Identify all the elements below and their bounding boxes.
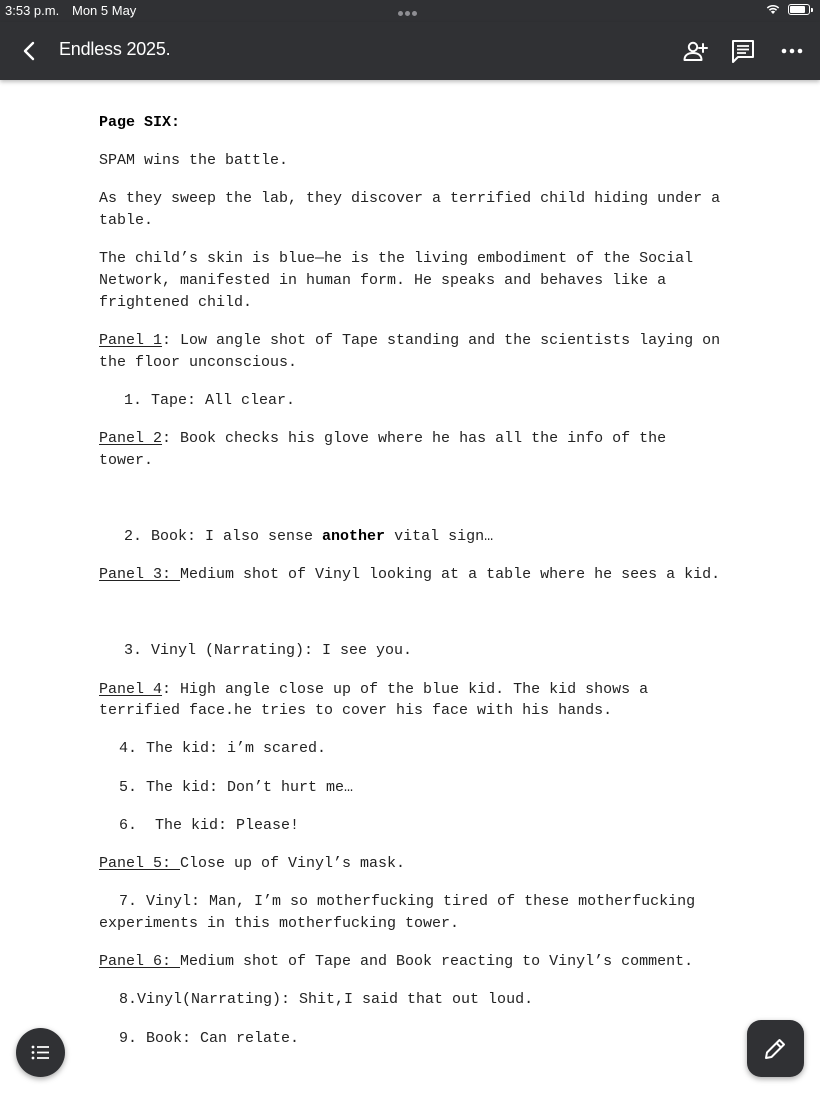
document-outline-button[interactable] — [16, 1028, 65, 1077]
status-time: 3:53 p.m. — [5, 3, 60, 18]
dialogue-text: 7. Vinyl: Man, I’m so motherfucking tired of these motherfucking experiments in this motherfucking tower. — [99, 893, 705, 932]
panel-description — [99, 330, 729, 373]
dialogue-line: 9. Book: Can relate. — [119, 1029, 300, 1047]
comment-icon[interactable] — [729, 37, 757, 65]
app-bar — [0, 22, 820, 80]
paragraph: SPAM wins the battle. — [99, 152, 289, 170]
panel-label: Panel 1 — [99, 331, 163, 349]
panel-text: : High angle close up of the blue kid. The kid shows a terrified face.he tries to cover his face with his hands. — [99, 680, 658, 720]
dialogue-line: 5. The kid: Don’t hurt me… — [119, 778, 354, 796]
multitasking-dots-icon[interactable] — [398, 4, 419, 19]
document-outline-icon — [30, 1043, 51, 1067]
panel-description — [99, 428, 729, 471]
dialogue-line: 4. The kid: i’m scared. — [119, 740, 327, 758]
wifi-icon — [766, 3, 780, 18]
panel-description — [99, 679, 729, 722]
dialogue-line — [99, 526, 729, 548]
panel-label: Panel 4 — [99, 680, 163, 698]
dialogue-text: 2. Book: I also sense — [124, 527, 323, 545]
document-body[interactable] — [99, 112, 729, 1066]
battery-icon — [788, 4, 810, 15]
dialogue-line — [99, 891, 729, 934]
blank-line — [99, 602, 729, 640]
panel-text: Medium shot of Tape and Book reacting to Vinyl’s comment. — [180, 953, 694, 971]
panel-text: : Low angle shot of Tape standing and the scientists laying on the floor unconscious. — [99, 331, 730, 371]
edit-button[interactable] — [747, 1020, 804, 1077]
pencil-edit-icon — [763, 1036, 788, 1066]
panel-text: Medium shot of Vinyl looking at a table where he sees a kid. — [180, 566, 721, 584]
status-date: Mon 5 May — [72, 3, 137, 18]
document-title: Endless 2025. — [59, 39, 171, 59]
panel-label: Panel 3: — [99, 566, 181, 584]
paragraph: The child’s skin is blue—he is the living embodiment of the Social Network, manifested in human form. He speaks and behaves like a frightened child. — [99, 250, 703, 311]
panel-label: Panel 2 — [99, 430, 163, 448]
panel-label: Panel 5: — [99, 855, 181, 873]
battery-tip — [811, 8, 813, 12]
add-person-icon[interactable] — [681, 37, 709, 65]
dialogue-line: 1. Tape: All clear. — [124, 391, 296, 409]
dialogue-line: 3. Vinyl (Narrating): I see you. — [124, 642, 413, 660]
status-bar — [0, 0, 820, 22]
page-heading: Page SIX: — [99, 114, 181, 131]
panel-text: Close up of Vinyl’s mask. — [180, 855, 406, 873]
dialogue-bold-text: another — [322, 527, 386, 545]
more-options-icon[interactable] — [778, 37, 806, 65]
paragraph: As they sweep the lab, they discover a terrified child hiding under a table. — [99, 190, 730, 230]
blank-line — [99, 488, 729, 526]
panel-description — [99, 853, 729, 875]
panel-text: : Book checks his glove where he has all the info of the tower. — [99, 430, 676, 469]
panel-label: Panel 6: — [99, 953, 181, 971]
dialogue-line: 8.Vinyl(Narrating): Shit,I said that out loud. — [119, 991, 534, 1009]
panel-description — [99, 951, 729, 973]
dialogue-line: 6. The kid: Please! — [119, 816, 300, 834]
panel-description — [99, 564, 729, 586]
back-arrow-icon[interactable] — [16, 37, 42, 65]
dialogue-text: vital sign… — [385, 527, 494, 545]
